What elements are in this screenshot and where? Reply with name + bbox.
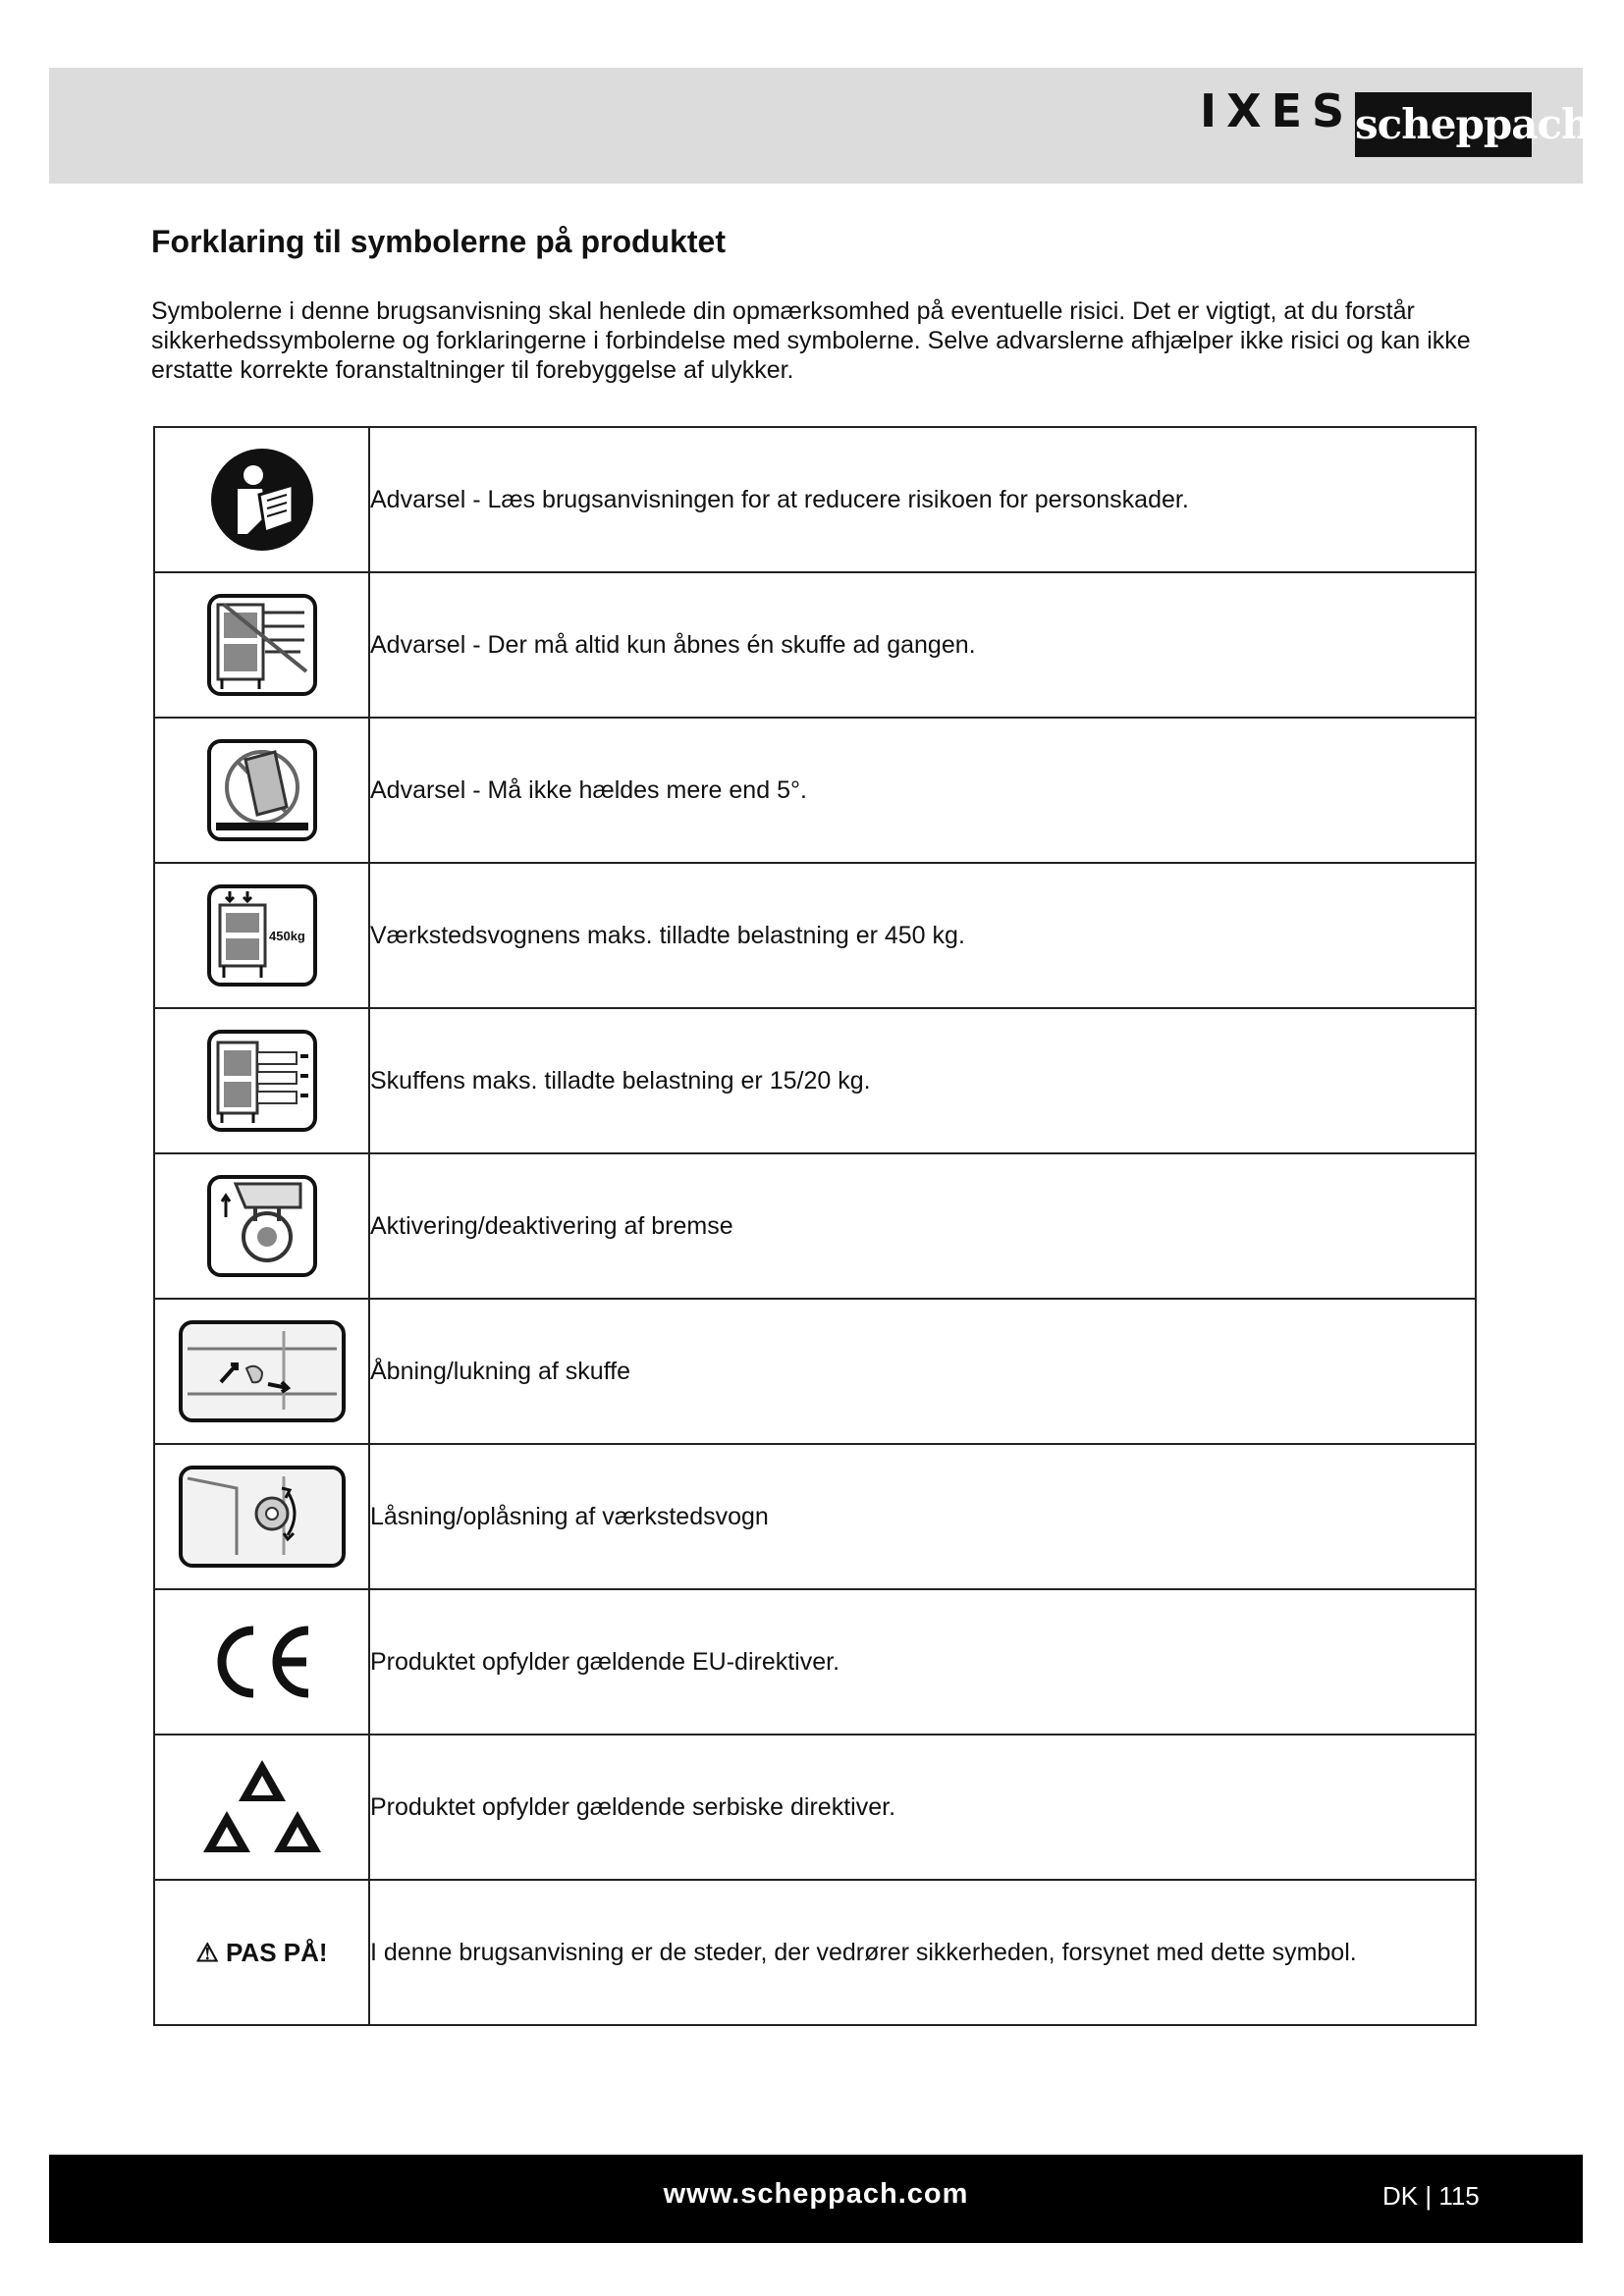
serbian-mark-icon bbox=[203, 1754, 321, 1860]
icon-cell bbox=[154, 1153, 369, 1299]
ixes-logo: IXES bbox=[1200, 84, 1355, 137]
symbol-table bbox=[153, 426, 1477, 2026]
table-row bbox=[154, 1880, 1476, 2025]
table-row bbox=[154, 1008, 1476, 1153]
table-row bbox=[154, 1735, 1476, 1880]
table-row bbox=[154, 863, 1476, 1008]
table-row bbox=[154, 718, 1476, 863]
icon-cell bbox=[154, 1589, 369, 1735]
one-drawer-icon bbox=[206, 593, 318, 697]
icon-cell bbox=[154, 1008, 369, 1153]
page-title: Forklaring til symbolerne på produktet bbox=[151, 224, 726, 259]
icon-cell bbox=[154, 1735, 369, 1880]
icon-cell bbox=[154, 572, 369, 718]
no-tilt-icon bbox=[206, 738, 318, 842]
footer-website-link[interactable]: www.scheppach.com bbox=[663, 2178, 969, 2210]
table-row bbox=[154, 427, 1476, 572]
table-row bbox=[154, 1589, 1476, 1735]
icon-cell bbox=[154, 1444, 369, 1589]
icon-cell bbox=[154, 718, 369, 863]
symbol-description: Skuffens maks. tilladte belastning er 15/20 kg. bbox=[369, 1008, 1476, 1153]
read-manual-icon bbox=[208, 446, 316, 554]
icon-cell bbox=[154, 427, 369, 572]
table-row bbox=[154, 1299, 1476, 1444]
symbol-description: Advarsel - Der må altid kun åbnes én skuffe ad gangen. bbox=[369, 572, 1476, 718]
symbol-description: I denne brugsanvisning er de steder, der vedrører sikkerheden, forsynet med dette symbol. bbox=[369, 1880, 1476, 2025]
page-number: DK | 115 bbox=[1382, 2181, 1480, 2211]
symbol-description: Åbning/lukning af skuffe bbox=[369, 1299, 1476, 1444]
symbol-description: Produktet opfylder gældende serbiske direktiver. bbox=[369, 1735, 1476, 1880]
ce-mark-icon bbox=[208, 1623, 316, 1701]
max-load-drawer-icon bbox=[206, 1029, 318, 1133]
symbol-description: Advarsel - Må ikke hældes mere end 5°. bbox=[369, 718, 1476, 863]
symbol-description: Produktet opfylder gældende EU-direktiver. bbox=[369, 1589, 1476, 1735]
max-load-cart-icon bbox=[206, 883, 318, 988]
table-row bbox=[154, 1153, 1476, 1299]
scheppach-logo: scheppach bbox=[1355, 92, 1532, 157]
symbol-description: Låsning/oplåsning af værkstedsvogn bbox=[369, 1444, 1476, 1589]
drawer-open-icon bbox=[178, 1319, 347, 1423]
table-row bbox=[154, 1444, 1476, 1589]
symbol-description: Advarsel - Læs brugsanvisningen for at reducere risikoen for personskader. bbox=[369, 427, 1476, 572]
brake-icon bbox=[206, 1174, 318, 1278]
symbol-description: Værkstedsvognens maks. tilladte belastning er 450 kg. bbox=[369, 863, 1476, 1008]
max-load-label: 450kg bbox=[268, 929, 305, 943]
symbol-description: Aktivering/deaktivering af bremse bbox=[369, 1153, 1476, 1299]
table-row bbox=[154, 572, 1476, 718]
intro-paragraph: Symbolerne i denne brugsanvisning skal henlede din opmærksomhed på eventuelle risici. Det er vigtigt, at du forstår sikkerhedssymbolerne og forklaringerne i forbindelse med symbolerne. Selve advarslerne afhjælper ikke risici og kan ikke erstatte korrekte foranstaltninger til forebyggelse af ulykker. bbox=[151, 297, 1471, 384]
caution-label: ⚠ PAS PÅ! bbox=[195, 1937, 328, 1967]
icon-cell bbox=[154, 1299, 369, 1444]
icon-cell bbox=[154, 1880, 369, 2025]
icon-cell bbox=[154, 863, 369, 1008]
lock-cart-icon bbox=[178, 1465, 347, 1569]
